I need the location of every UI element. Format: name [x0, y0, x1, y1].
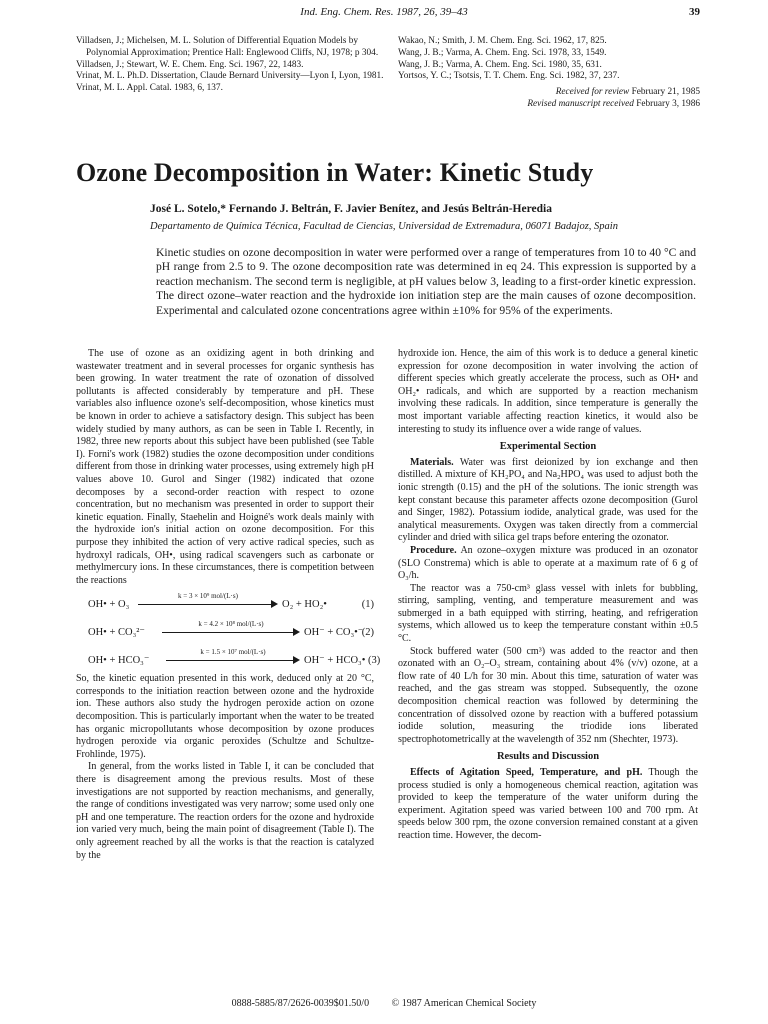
- rate-constant: k = 4.2 × 10⁸ mol/(L·s): [198, 620, 264, 629]
- equation-rhs: OH⁻ + HCO₃• (3): [304, 655, 381, 667]
- reference-entry: Wakao, N.; Smith, J. M. Chem. Eng. Sci. 1962, 17, 825.: [398, 36, 607, 46]
- received-label: Received for review: [555, 87, 630, 98]
- revised-date: February 3, 1986: [636, 98, 700, 109]
- paragraph: The reactor was a 750-cm³ glass vessel with inlets for bubbling, stirring, sampling, venting, and temperature measurement and was submerged in a bath equipped with stirring, heating, and refrigeration systems, which allowed us to keep the temperature constant within ±0.5 °C.: [398, 582, 698, 645]
- references-left: [76, 36, 390, 95]
- equation-rhs: O₂ + HO₂•: [282, 599, 327, 611]
- run-in-heading-effects: Effects of Agitation Speed, Temperature, and pH.: [410, 767, 643, 778]
- paragraph: So, the kinetic equation presented in this work, deduced only at 20 °C, corresponds to the initiation reaction between ozone and the hydroxide ion. These authors also study the hydrogen peroxide action on ozone decomposition. This is particularly important when the water to be treated has organic micropollutants whose decomposition by ozone produces hydrogen peroxide via organic peroxides (Schultze and Schultze-Frohlinde, 1975).: [76, 673, 374, 760]
- running-head: Ind. Eng. Chem. Res. 1987, 26, 39–43: [300, 6, 468, 18]
- equation-number: (1): [361, 599, 374, 611]
- article-title: Ozone Decomposition in Water: Kinetic Study: [76, 158, 594, 187]
- reference-entry: Villadsen, J.; Michelsen, M. L. Solution of Differential Equation Models by Polynomial Approximation; Prentice Hall: Englewood Cliffs, NJ, 1978; p 304.: [76, 36, 379, 58]
- page-footer: [0, 998, 768, 1009]
- reference-entry: Villadsen, J.; Stewart, W. E. Chem. Eng. Sci. 1967, 22, 1483.: [76, 59, 304, 70]
- run-in-heading-procedure: Procedure.: [410, 544, 457, 556]
- section-heading-results: Results and Discussion: [496, 751, 600, 763]
- paragraph: hydroxide ion. Hence, the aim of this work is to deduce a general kinetic expression for ozone decomposition in water involving the action of different species which greatly accelerate the process, such as OH• and OH₂• radicals, and which are supported by a reaction mechanism involving these radicals. In addition, since temperature is generally the most important variable affecting reaction kinetics, it would also be interesting to study its influence over a wide range of values.: [398, 348, 698, 435]
- revised-label: Revised manuscript received: [527, 98, 634, 109]
- paragraph-text: Though the process studied is only a homogeneous chemical reaction, agitation was provided to keep the temperature of the water uniform during the experiment. Agitation speed was varied between 100 and 700 rpm. At speeds below 300 rpm, the ozone conversion remained constant at a given reaction time. However, the decom-: [398, 767, 698, 841]
- reference-entry: Vrinat, M. L. Ph.D. Dissertation, Claude Bernard University—Lyon I, Lyon, 1981.: [76, 71, 384, 82]
- paragraph: [398, 457, 698, 545]
- reference-entry: Wang, J. B.; Varma, A. Chem. Eng. Sci. 1978, 33, 1549.: [398, 47, 607, 58]
- equation-1: [76, 590, 374, 615]
- paragraph: [398, 545, 698, 583]
- reaction-arrow: [138, 590, 278, 615]
- body-column-left: [76, 348, 381, 862]
- body-column-right: [398, 348, 698, 843]
- rate-constant: k = 1.5 × 10⁷ mol/(L·s): [200, 648, 266, 657]
- rate-constant: k = 3 × 10⁹ mol/(L·s): [178, 592, 238, 601]
- equation-rhs: OH⁻ + CO₃•⁻: [304, 627, 364, 639]
- paragraph: Stock buffered water (500 cm³) was added to the reactor and then ozonated with an O₂–O₃ stream, containing about 4% (v/v) ozone, at a flow rate of 40 L/h for 30 min. About this time, saturation of water was reached, and the gas stream was stopped. Subsequently, the ozone decomposition chemical reaction was followed by determining the concentration of dissolved ozone by reaction with a buffered potassium iodide solution, measuring the triodide ions liberated spectrophotometrically at the wavelength of 352 nm (Shechter, 1973).: [398, 645, 698, 745]
- received-date: February 21, 1985: [631, 87, 700, 98]
- equation-lhs: OH• + HCO₃⁻: [88, 655, 150, 667]
- equation-3: [76, 646, 381, 671]
- paragraph-text: An ozone–oxygen mixture was produced in an ozonator (SLO Constrema) which is able to operate at a maximum rate of 6 g of O₃/h.: [398, 544, 698, 582]
- equation-2: [76, 618, 374, 643]
- reaction-arrow: [166, 646, 300, 671]
- equation-lhs: OH• + O₃: [88, 599, 130, 611]
- copyright-code: 0888-5885/87/2626-0039$01.50/0: [231, 998, 370, 1009]
- section-heading-experimental: Experimental Section: [499, 441, 597, 453]
- author-affiliation: Departamento de Química Técnica, Facultad de Ciencias, Universidad de Extremadura, 06071 Badajoz, Spain: [150, 221, 618, 232]
- received-dates: [398, 87, 700, 111]
- equation-lhs: OH• + CO₃²⁻: [88, 627, 145, 639]
- copyright-notice: © 1987 American Chemical Society: [391, 998, 537, 1009]
- reaction-arrow: [162, 618, 300, 643]
- reference-entry: Wang, J. B.; Varma, A. Chem. Eng. Sci. 1980, 35, 631.: [398, 59, 602, 70]
- paragraph: The use of ozone as an oxidizing agent in both drinking and wastewater treatment and in several processes for organic synthesis has been growing. In water treatment the rate of ozonation of dissolved pollutants is affected considerably by temperature and pH. These variables also influence ozone's self-decomposition, whose kinetics must be known in order to achieve a satisfactory design. This subject has been widely studied by many authors, as can be seen in Table I. Recently, in 1982, three new reports about this subject have been published (see Table I). Forni's work (1982) studies the ozone decomposition under conditions different from those in drinking water processes, using extremely high pH values above 10. Gurol and Singer (1982) indicated that ozone decomposes by a second-order reaction with respect to ozone concentration, but no mechanism was presented in order to support their kinetic equation. Finally, Staehelin and Hoigné's work deals mainly with the hydroxide ion's initial action on ozone decomposition. For this purpose they inhibited the action of very active radical species, such as hydroxyl radicals, OH•, using radical scavengers such as carbonate or methylmercury ions. In these circumstances, there is competition between the reactions: [76, 348, 374, 586]
- paragraph: In general, from the works listed in Table I, it can be concluded that there is disagreement among the previous results. Most of these investigations are not supported by reaction mechanisms, and generally, the range of conditions investigated was very narrow; some used only one pH and one temperature. The reaction orders for the ozone and hydroxide ion varied very much, being the main point of disagreement (Table I). The only agreement reached by all the works is that the reaction is catalyzed by the: [76, 761, 374, 861]
- run-in-heading-materials: Materials.: [410, 456, 454, 468]
- reference-entry: Yortsos, Y. C.; Tsotsis, T. T. Chem. Eng. Sci. 1982, 37, 237.: [398, 71, 620, 82]
- article-abstract: Kinetic studies on ozone decomposition in water were performed over a range of temperatures from 10 to 40 °C and pH range from 2.5 to 9. The ozone decomposition rate was determined in eq 24. This expression is supported by a reaction mechanism. The second term is negligible, at pH values below 3, leading to a first-order kinetic expression. The direct ozone–water reaction and the hydroxide ion initiation step are the main causes of ozone decomposition. Experimental and calculated ozone concentrations agree within ±10% for 95% of the experiments.: [156, 246, 696, 317]
- paragraph-text: Water was first deionized by ion exchange and then distilled. A mixture of KH₂PO₄ and Na₂HPO₄ was used to adjust both the ionic strength (0.15) and the pH of the solutions. The ionic strength was kept constant because this parameter affects ozone decomposition (Gurol and Singer, 1982). Potassium iodide, analytical grade, was used for the analytical measurements. Oxygen was taken directly from a commercial cylinder and dried with silica gel traps before entering the ozonator.: [398, 456, 698, 544]
- reference-entry: Vrinat, M. L. Appl. Catal. 1983, 6, 137.: [76, 83, 223, 94]
- article-authors: José L. Sotelo,* Fernando J. Beltrán, F. Javier Benítez, and Jesús Beltrán-Heredia: [150, 203, 552, 215]
- page-number: 39: [689, 6, 700, 18]
- references-right: [398, 36, 700, 111]
- equation-number: (2): [361, 627, 374, 639]
- paragraph: [398, 767, 698, 843]
